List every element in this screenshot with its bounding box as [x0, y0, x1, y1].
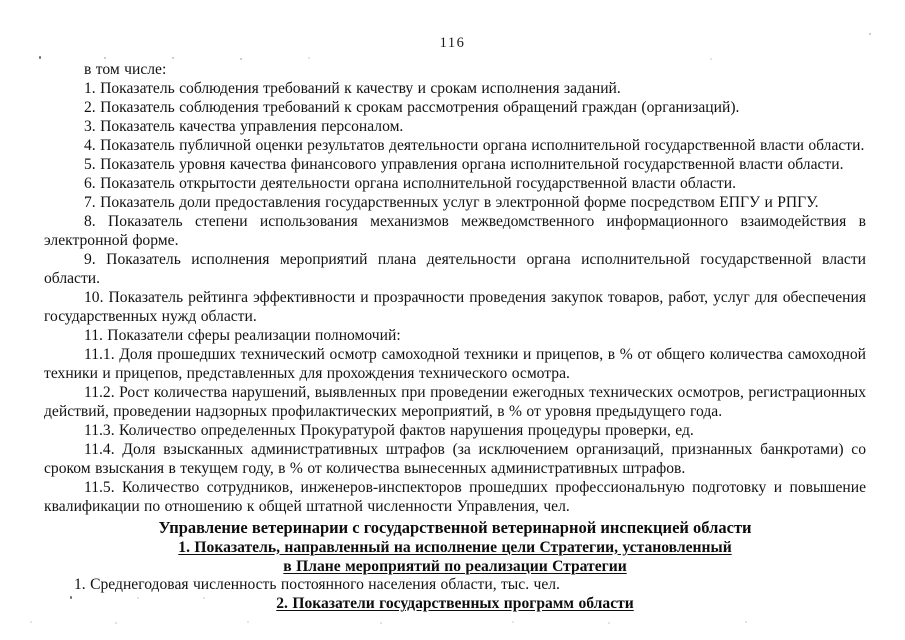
scan-speckle [203, 597, 205, 599]
scan-speckle [115, 622, 117, 624]
scan-speckle [608, 622, 610, 624]
scan-speckle [745, 621, 747, 623]
section-heading-2 [44, 594, 866, 613]
paragraph-item-7: 7. Показатель доли предоставления государственных услуг в электронной форме посредством ЕПГУ и РПГУ. [84, 194, 819, 211]
paragraph-item-10: 10. Показатель рейтинга эффективности и прозрачности проведения закупок товаров, работ, услуг для обеспечения государственных нужд области. [44, 289, 866, 325]
scan-speckle [240, 58, 242, 60]
paragraph-intro: в том числе: [84, 61, 167, 78]
underlined-heading-text: в Плане мероприятий по реализации Стратегии [283, 557, 627, 575]
paragraph-item-9: 9. Показатель исполнения мероприятий плана деятельности органа исполнительной государственной власти области. [44, 251, 866, 287]
scan-speckle [39, 56, 41, 59]
paragraph-item-11: 11. Показатели сферы реализации полномочий: [84, 327, 401, 344]
paragraph-item-5: 5. Показатель уровня качества финансового управления органа исполнительной государственной власти области. [84, 156, 844, 173]
scan-speckle [172, 57, 174, 59]
scan-speckle [247, 621, 249, 623]
underlined-heading-text: 2. Показатели государственных программ области [276, 595, 634, 612]
scan-speckle [30, 621, 32, 623]
paragraph-item-11-4: 11.4. Доля взысканных административных штрафов (за исключением организаций, признанных банкротами) со сроком взыскания в текущем году, в % от количества вынесенных административных штрафов. [44, 441, 866, 477]
page-number: 116 [439, 35, 466, 51]
scan-speckle [70, 596, 72, 599]
paragraph-item-8: 8. Показатель степени использования механизмов межведомственного информационного взаимодействия в электронной форме. [44, 213, 866, 249]
scan-speckle [137, 597, 139, 599]
section-subtitle-line-2 [44, 557, 866, 576]
paragraph-item-1: 1. Показатель соблюдения требований к качеству и срокам исполнения заданий. [84, 80, 621, 97]
scan-speckle [710, 58, 712, 60]
paragraph-section-item-1: 1. Среднегодовая численность постоянного населения области, тыс. чел. [74, 575, 560, 593]
paragraph-item-11-5: 11.5. Количество сотрудников, инженеров-инспекторов прошедших профессиональную подготовку и повышение квалификации по отношению к общей штатной численности Управления, чел. [44, 479, 866, 515]
paragraph-item-4: 4. Показатель публичной оценки результатов деятельности органа исполнительной государственной власти области. [84, 137, 865, 154]
paragraph-item-2: 2. Показатель соблюдения требований к срокам рассмотрения обращений граждан (организаций). [84, 99, 740, 116]
scan-speckle [308, 57, 310, 59]
scan-speckle [512, 621, 514, 623]
paragraph-item-11-3: 11.3. Количество определенных Прокуратурой фактов нарушения процедуры проверки, ед. [84, 422, 694, 439]
scan-speckle [869, 33, 871, 35]
scan-speckle [104, 57, 106, 59]
underlined-heading-text: 1. Показатель, направленный на исполнение цели Стратегии, установленный [178, 538, 732, 556]
section-title: Управление ветеринарии с государственной ветеринарной инспекцией области [158, 518, 752, 537]
section-subtitle-line-1 [44, 538, 866, 557]
document-body [44, 60, 866, 613]
paragraph-item-11-1: 11.1. Доля прошедших технический осмотр самоходной техники и прицепов, в % от общего количества самоходной техники и прицепов, представленных для прохождения технического осмотра. [44, 346, 866, 382]
paragraph-item-11-2: 11.2. Рост количества нарушений, выявленных при проведении ежегодных технических осмотров, регистрационных действий, проведении надзорных профилактических мероприятий, в % от уровня предыдущего года. [44, 384, 866, 420]
paragraph-item-3: 3. Показатель качества управления персоналом. [84, 118, 404, 135]
paragraph-item-6: 6. Показатель открытости деятельности органа исполнительной государственной власти области. [84, 175, 736, 192]
scan-speckle [380, 622, 382, 624]
